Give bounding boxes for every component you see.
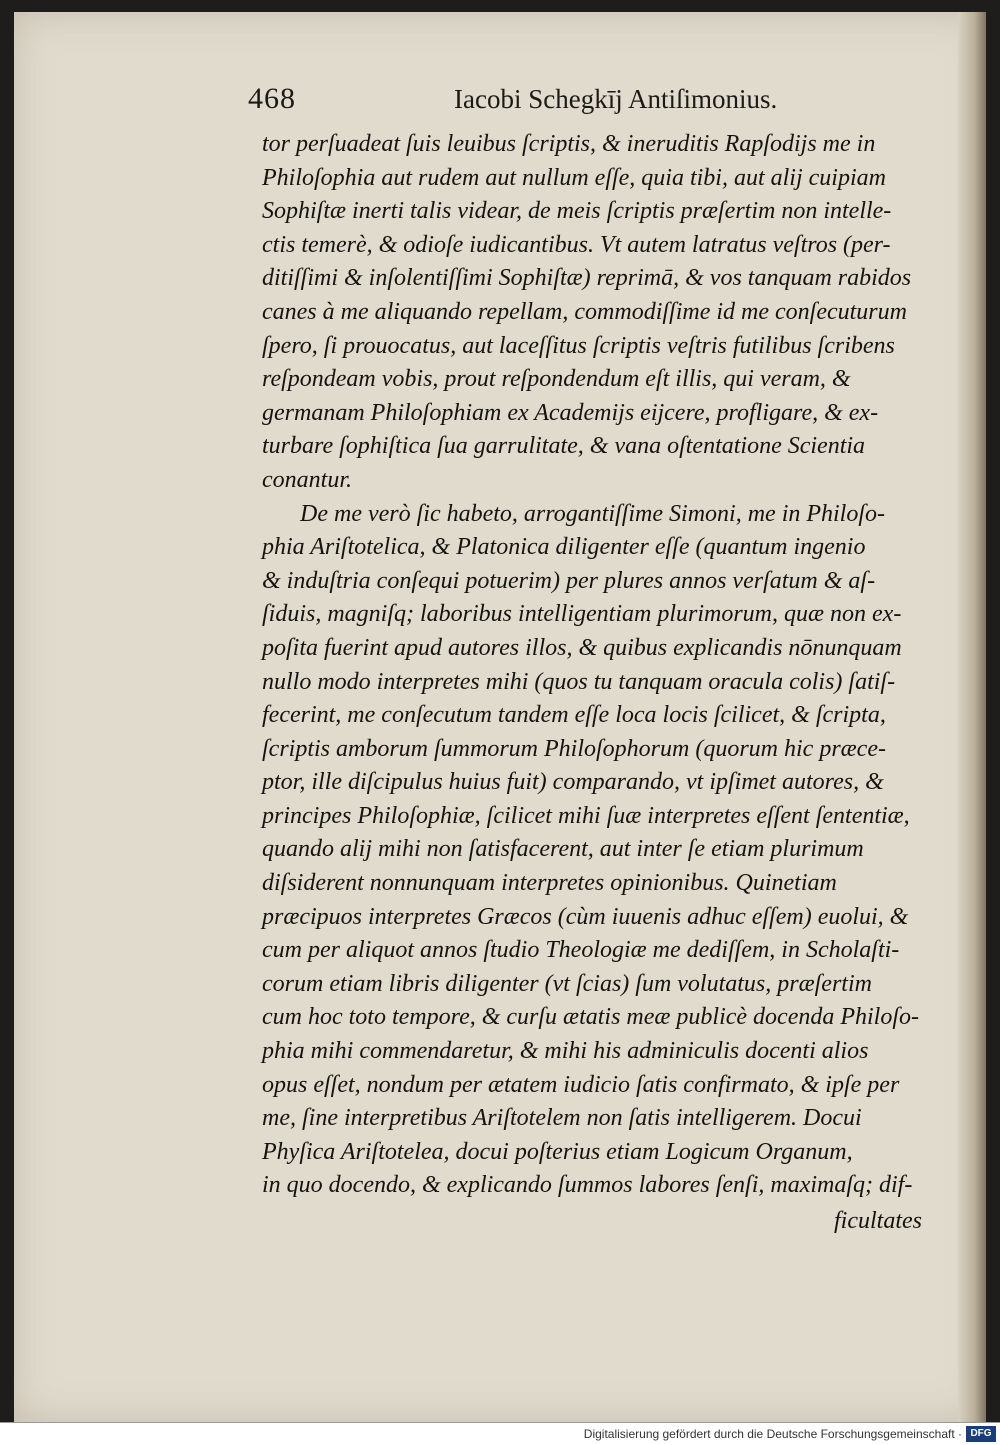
text-line: conantur.	[262, 466, 352, 493]
book-binding-edge	[958, 12, 986, 1422]
text-line: in quo docendo, & explicando ſummos labores ſenſi, maximaſq; dif-	[262, 1172, 913, 1199]
text-line: phia Ariſtotelica, & Platonica diligenter eſſe (quantum ingenio	[262, 534, 866, 561]
text-line: poſita fuerint apud autores illos, & quibus explicandis nōnunquam	[262, 634, 902, 661]
page-number: 468	[248, 82, 296, 115]
text-line: opus eſſet, nondum per ætatem iudicio ſatis confirmato, & ipſe per	[262, 1071, 900, 1098]
text-line: ſpero, ſi prouocatus, aut laceſſitus ſcriptis veſtris futilibus ſcribens	[262, 332, 895, 359]
text-line: germanam Philoſophiam ex Academijs eijcere, profligare, & ex-	[262, 399, 879, 426]
text-line: præcipuos interpretes Græcos (cùm iuuenis adhuc eſſem) euolui, &	[262, 903, 909, 930]
text-line: Sophiſtæ inerti talis videar, de meis ſcriptis præſertim non intelle-	[262, 198, 892, 225]
text-line: ptor, ille diſcipulus huius fuit) comparando, vt ipſimet autores, &	[262, 769, 884, 796]
text-line: Philoſophia aut rudem aut nullum eſſe, quia tibi, aut alij cuipiam	[262, 164, 886, 191]
text-line: ctis temerè, & odioſe iudicantibus. Vt autem latratus veſtros (per-	[262, 231, 891, 258]
text-line: tor perſuadeat ſuis leuibus ſcriptis, & ineruditis Rapſodijs me in	[262, 131, 876, 157]
text-line: fecerint, me conſecutum tandem eſſe loca locis ſcilicet, & ſcripta,	[262, 702, 886, 729]
text-line: ditiſſimi & inſolentiſſimi Sophiſtæ) reprimā, & vos tanquam rabidos	[262, 265, 912, 292]
body-text	[262, 128, 954, 1203]
text-line: cum per aliquot annos ſtudio Theologiæ me dediſſem, in Scholaſti-	[262, 937, 900, 964]
text-line: corum etiam libris diligenter (vt ſcias) ſum volutatus, præſertim	[262, 970, 872, 997]
funding-note: Digitalisierung gefördert durch die Deutsche Forschungsgemeinschaft ·	[583, 1427, 962, 1441]
text-line: Phyſica Ariſtotelea, docui poſterius etiam Logicum Organum,	[262, 1138, 853, 1165]
text-line: me, ſine interpretibus Ariſtotelem non ſatis intelligerem. Docui	[262, 1105, 862, 1132]
text-line: turbare ſophiſtica ſua garrulitate, & vana oſtentatione Scientia	[262, 433, 866, 460]
text-line: reſpondeam vobis, prout reſpondendum eſt illis, qui veram, &	[262, 366, 851, 393]
text-line: ſiduis, magniſq; laboribus intelligentiam plurimorum, quæ non ex-	[262, 601, 902, 628]
catchword: ficultates	[834, 1208, 922, 1234]
text-line: nullo modo interpretes mihi (quos tu tanquam oracula colis) ſatiſ-	[262, 668, 896, 695]
text-line: ſcriptis amborum ſummorum Philoſophorum (quorum hic præce-	[262, 735, 886, 762]
text-line: phia mihi commendaretur, & mihi his adminiculis docenti alios	[262, 1038, 869, 1065]
text-line: diſsiderent nonnunquam interpretes opinionibus. Quinetiam	[262, 870, 837, 897]
text-line: canes à me aliquando repellam, commodiſſime id me conſecuturum	[262, 298, 907, 325]
text-line: quando alij mihi non ſatisfacerent, aut inter ſe etiam plurimum	[262, 836, 864, 863]
text-line: principes Philoſophiæ, ſcilicet mihi ſuæ interpretes eſſent ſententiæ,	[262, 802, 910, 829]
dfg-logo: DFG	[966, 1426, 996, 1442]
paragraph-start-line: De me verò ſic habeto, arrogantiſſime Simoni, me in Philoſo-	[300, 500, 886, 527]
page-header	[248, 82, 808, 122]
text-line: cum hoc toto tempore, & curſu ætatis meæ publicè docenda Philoſo-	[262, 1004, 919, 1031]
running-title: Iacobi Schegkīj Antiſimonius.	[454, 84, 778, 114]
text-line: & induſtria conſequi potuerim) per plures annos verſatum & aſ-	[262, 567, 876, 594]
digitization-footer	[0, 1422, 1000, 1445]
